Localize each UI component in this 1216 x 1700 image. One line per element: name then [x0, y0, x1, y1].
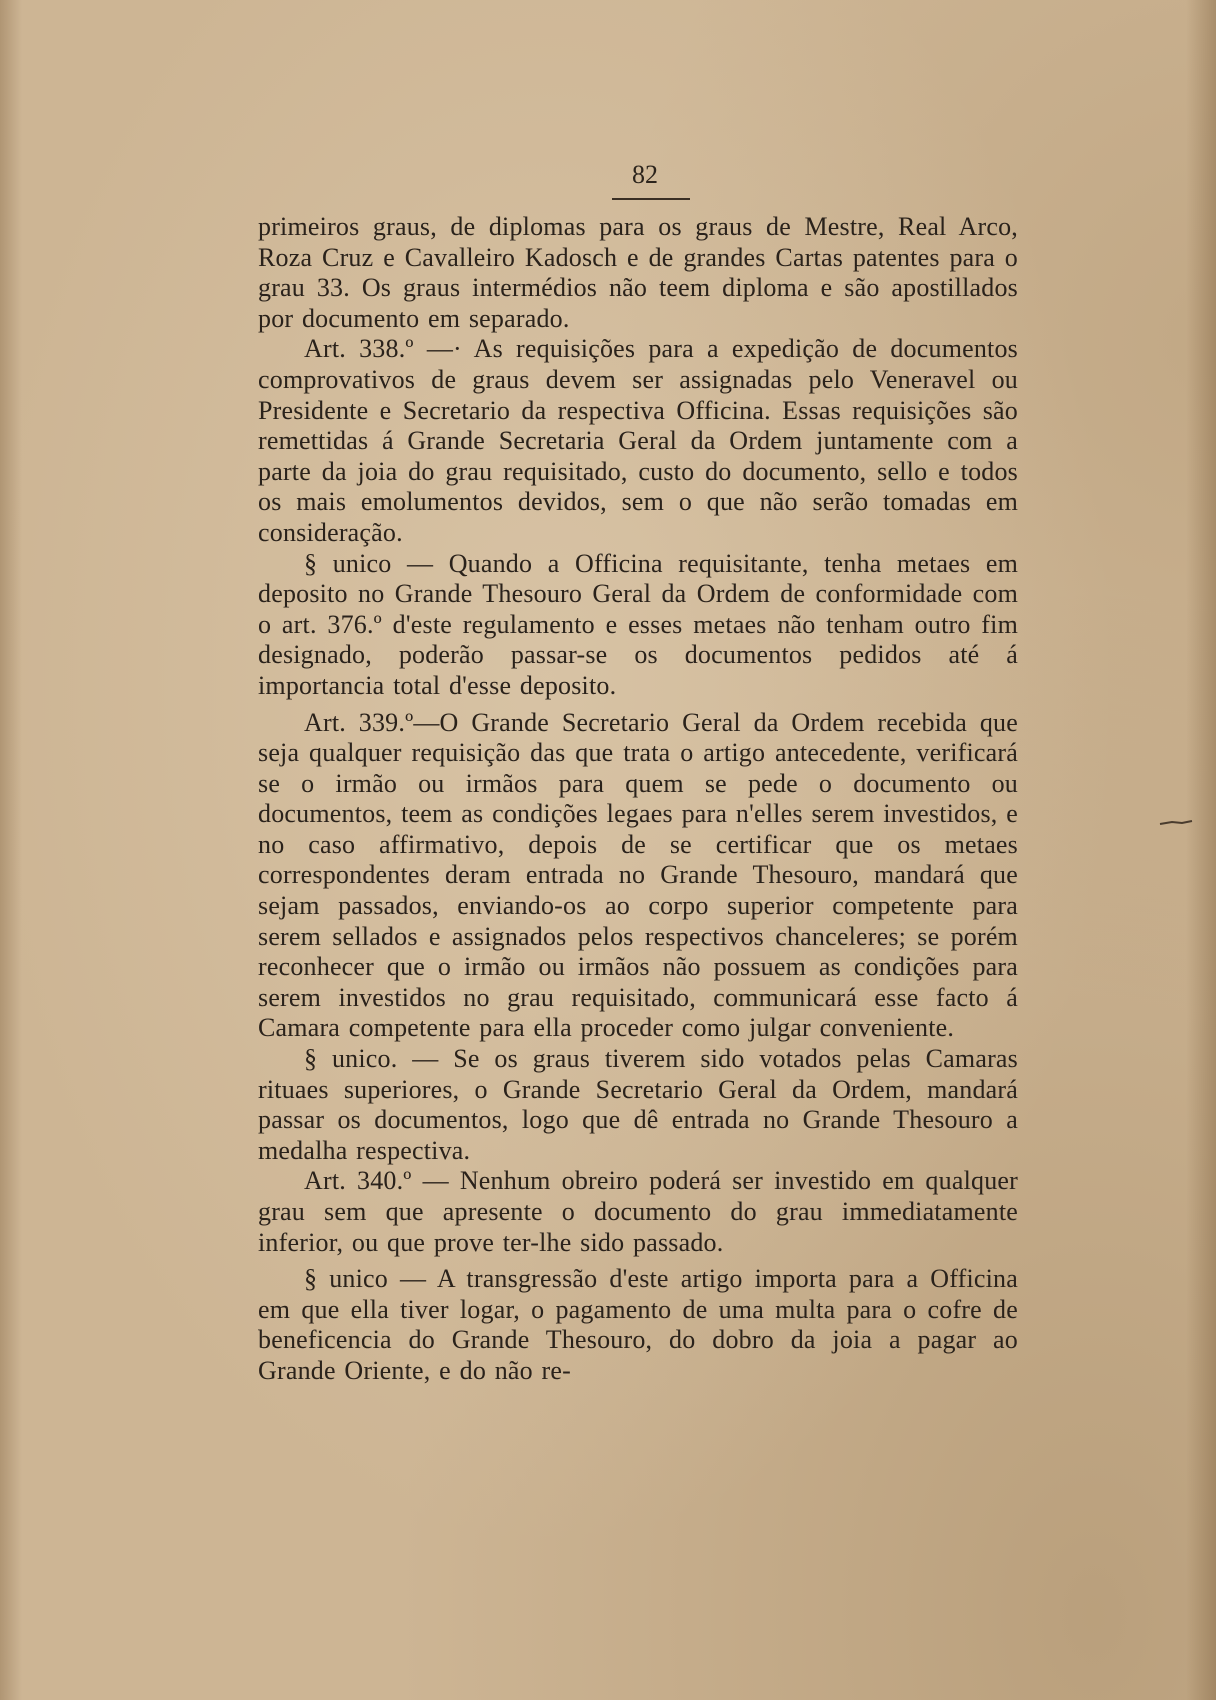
page-left-edge: [0, 0, 22, 1700]
paragraph-art-338-unico: § unico — Quando a Officina requisitante, tenha metaes em deposito no Grande Thesouro Geral da Ordem de conformidade com o art. 376.º d'este regulamento e esses metaes não tenham outro fim designado, poderão passar-se os documentos pedidos até á importancia total d'esse deposito.: [258, 548, 1018, 700]
paragraph-art-338: Art. 338.º —· As requisições para a expedição de documentos comprovativos de graus devem ser assignadas pelo Veneravel ou Presidente e Secretario da respectiva Officina. Essas requisições são remettidas á Grande Secretaria Geral da Ordem juntamente com a parte da joia do grau requisitado, custo do documento, sello e todos os mais emolumentos devidos, sem o que não serão tomadas em consideração.: [258, 334, 1018, 547]
page-number: 82: [632, 160, 658, 189]
page-right-edge: [1186, 0, 1216, 1700]
paragraph-art-339-unico: § unico. — Se os graus tiverem sido votados pelas Camaras rituaes superiores, o Grande Secretario Geral da Ordem, mandará passar os documentos, logo que dê entrada no Grande Thesouro a medalha respectiva.: [258, 1044, 1018, 1165]
paragraph-continuation: primeiros graus, de diplomas para os graus de Mestre, Real Arco, Roza Cruz e Cavalleiro Kadosch e de grandes Cartas patentes para o grau 33. Os graus intermédios não teem diploma e são apostillados por documento em separado.: [258, 212, 1018, 333]
body-text: [258, 212, 1018, 1387]
margin-mark-glyph: [1158, 818, 1194, 828]
paragraph-art-340: Art. 340.º — Nenhum obreiro poderá ser investido em qualquer grau sem que apresente o documento do grau immediatamente inferior, ou que prove ter-lhe sido passado.: [258, 1166, 1018, 1257]
paragraph-art-340-unico: § unico — A transgressão d'este artigo importa para a Officina em que ella tiver logar, o pagamento de uma multa para o cofre de beneficencia do Grande Thesouro, do dobro da joia a pagar ao Grande Oriente, e do não re-: [258, 1264, 1018, 1385]
page-number-rule: [612, 198, 690, 200]
margin-mark-icon: [1158, 818, 1194, 828]
paragraph-art-339: Art. 339.º—O Grande Secretario Geral da Ordem recebida que seja qualquer requisição das que trata o artigo antecedente, verificará se o irmão ou irmãos para quem se pede o documento ou documentos, teem as condições legaes para n'elles serem investidos, e no caso affirmativo, depois de se certificar que os metaes correspondentes deram entrada no Grande Thesouro, mandará que sejam passados, enviando-os ao corpo superior competente para serem sellados e assignados pelos respectivos chanceleres; se porém reconhecer que o irmão ou irmãos não possuem as condições para serem investidos no grau requisitado, communicará esse facto á Camara competente para ella proceder como julgar conveniente.: [258, 707, 1018, 1043]
